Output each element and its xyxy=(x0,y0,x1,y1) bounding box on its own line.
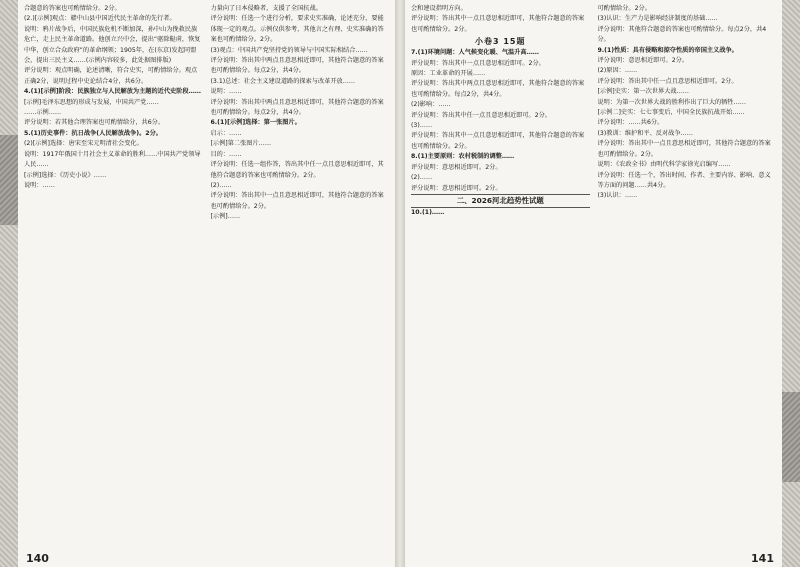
text-line: [示例]选择：《历史小说》…… xyxy=(24,171,107,179)
question-item: 7.(1)环境问题：人气候变化暖、气温升高…… xyxy=(411,49,539,57)
question-item: 4.(1)[示例]阶段：民族独立与人民解放为主题的近代史阶段…… xyxy=(24,88,201,96)
text-line: 评分说明：答出其中两点且意思相近即可，其他符合题意的答案也可酌情给分。每点2分，共4分。 xyxy=(210,98,384,117)
text-line: 原因：工业革命的开展…… xyxy=(411,70,486,78)
text-line: ……示例…… xyxy=(24,109,62,117)
question-item: 10.(1)…… xyxy=(411,208,445,216)
text-line: 启示：…… xyxy=(210,129,242,137)
text-line: (3)认识：…… xyxy=(597,192,638,200)
question-item: 6.(1)[示例]选择：第一张图片。 xyxy=(210,119,301,127)
text-line: (3)…… xyxy=(411,122,433,130)
left-page xyxy=(18,0,395,567)
text-line: (3.1)总述：社会主义建设道路的探索与改革开放…… xyxy=(210,77,356,85)
text-line: 评分说明：意思相近即可。2分。 xyxy=(411,184,502,192)
text-line: 评分说明：任选一个进行分析，要求史实准确，论述充分，要能体现一定的观点。示例仅供参考，其他言之有理、史实准确的答案也可酌情给分。2分。 xyxy=(210,15,384,44)
text-line: 目的：…… xyxy=(210,150,242,158)
text-line: 评分说明：……共6分。 xyxy=(597,119,664,127)
text-line: 评分说明：答出其中两点且意思相近即可，其他符合题意的答案也可酌情给分。每点2分，共4分。 xyxy=(210,57,384,75)
text-line: (2)…… xyxy=(411,174,433,182)
text-line: 评分说明：其他符合题意的答案也可酌情给分。每点2分，共4分。 xyxy=(597,25,767,44)
text-line: [示例]毛泽东思想的形成与发展，中国共产党…… xyxy=(24,98,159,106)
section-heading: 小卷3 15题 xyxy=(475,37,526,47)
left-page-column-1 xyxy=(24,4,203,549)
text-line: (2)原因：…… xyxy=(597,67,638,75)
question-item: 5.(1)历史事件：抗日战争(人民解放战争)。2分。 xyxy=(24,129,162,137)
book-gutter xyxy=(395,0,405,567)
text-line: 评分说明：答出其中两点且意思相近即可，其他符合题意的答案也可酌情给分。每点2分，共4分。 xyxy=(411,80,585,98)
text-line: 评分说明：任选一个，答出时间、作者、主要内容、影响、意义等方面的问题……共4分。 xyxy=(597,171,771,189)
right-page-tab xyxy=(782,392,800,482)
text-line: 评分说明：意思相近即可。2分。 xyxy=(411,163,502,171)
question-item: 8.(1)主要原则：农村税制的调整…… xyxy=(411,153,515,161)
text-line: (3)教训：维护和平、反对战争…… xyxy=(597,129,693,137)
text-line: 评分说明：答出其中任一点且意思相近即可。2分。 xyxy=(597,77,738,85)
text-line: 说明：鸦片战争后，中国民族危机不断加深，孙中山为挽救民族危亡，走上民主革命道路。他创立兴中会，提出“驱除鞑虏，恢复中华，创立合众政府”的革命纲领；1905年，在(东京)发起同盟会，提出三民主义……(示例内容较多，此处据图排版) xyxy=(24,25,201,65)
text-line: 说明：《农政全书》由明代科学家徐光启编写…… xyxy=(597,161,731,169)
text-line: [示例]史实：第一次世界大战…… xyxy=(597,88,689,96)
text-line: 会和建设指明方向。 xyxy=(411,5,467,12)
text-line: 说明：…… xyxy=(24,181,55,189)
text-line: 力量向了日本侵略者，支援了全国抗战。 xyxy=(210,5,322,12)
page-number: 140 xyxy=(26,552,49,565)
text-line: (2)…… xyxy=(210,181,232,189)
text-line: (2)[示例]选择：唐宋至宋元明清社会变化。 xyxy=(24,140,143,148)
text-line: 评分说明：若其他合理答案也可酌情给分，共6分。 xyxy=(24,119,165,127)
text-line: 合题意的答案也可酌情给分。2分。 xyxy=(24,5,121,12)
text-line: (3)观点：中国共产党坚持党的领导与中国实际相结合…… xyxy=(210,46,368,54)
left-page-column-2 xyxy=(211,4,390,549)
text-line: [示例二]史实：七七事变后，中国全民族抗战开始…… xyxy=(597,109,745,117)
text-line: (3)认识：生产力是影响经济制度的基础…… xyxy=(597,15,718,23)
text-line: 评分说明：意思相近即可。2分。 xyxy=(597,57,689,65)
text-line: 说明：为第一次世界大战的胜利作出了巨大的牺牲…… xyxy=(597,98,746,106)
text-line: 说明：1917年俄国十月社会主义革命的胜利……中国共产党领导人民…… xyxy=(24,150,201,169)
text-line: 可酌情给分。2分。 xyxy=(597,5,651,12)
text-line: (2)影响：…… xyxy=(411,101,451,109)
text-line: 评分说明：答出其中一点且意思相近即可。2分。 xyxy=(411,59,545,67)
left-page-tab xyxy=(0,135,18,225)
right-page-column-1 xyxy=(411,4,590,549)
text-line: 说明：…… xyxy=(210,88,242,96)
text-line: 评分说明：答出其中一点且意思相近即可，其他符合题意的答案也可酌情给分。2分。 xyxy=(411,132,585,150)
text-line: 评分说明：答出其中任一点且意思相近即可。2分。 xyxy=(411,111,552,119)
question-item: 9.(1)性质：具有侵略和掠夺性质的帝国主义战争。 xyxy=(597,46,738,54)
left-page-edge xyxy=(0,0,18,567)
text-line: [示例]第二张图片…… xyxy=(210,140,272,148)
text-line: [示例]…… xyxy=(210,213,241,221)
page-number: 141 xyxy=(751,552,774,565)
text-line: (2.)[示例]观点：赣中山县中国近代民主革命的先行者。 xyxy=(24,15,176,23)
text-line: 评分说明：答出其中一点且意思相近即可，其他符合题意的答案也可酌情给分。2分。 xyxy=(411,15,585,33)
right-page xyxy=(405,0,782,567)
text-line: 评分说明：答出其中一点且意思相近即可，其他符合题意的答案也可酌情给分。2分。 xyxy=(597,140,771,158)
text-line: 评分说明：观点明确，论述清晰，符合史实，可酌情给分。观点正确2分，说明过程中史论结合4分，共6分。 xyxy=(24,67,198,85)
text-line: 评分说明：答出其中一点且意思相近即可，其他符合题意的答案也可酌情给分。2分。 xyxy=(210,192,384,210)
right-page-column-2 xyxy=(598,4,777,549)
text-line: 评分说明：任选一组作答，答出其中任一点且意思相近即可，其他符合题意的答案也可酌情给分。2分。 xyxy=(210,161,384,179)
section-heading: 二、2026河北趋势性试题 xyxy=(411,194,590,208)
